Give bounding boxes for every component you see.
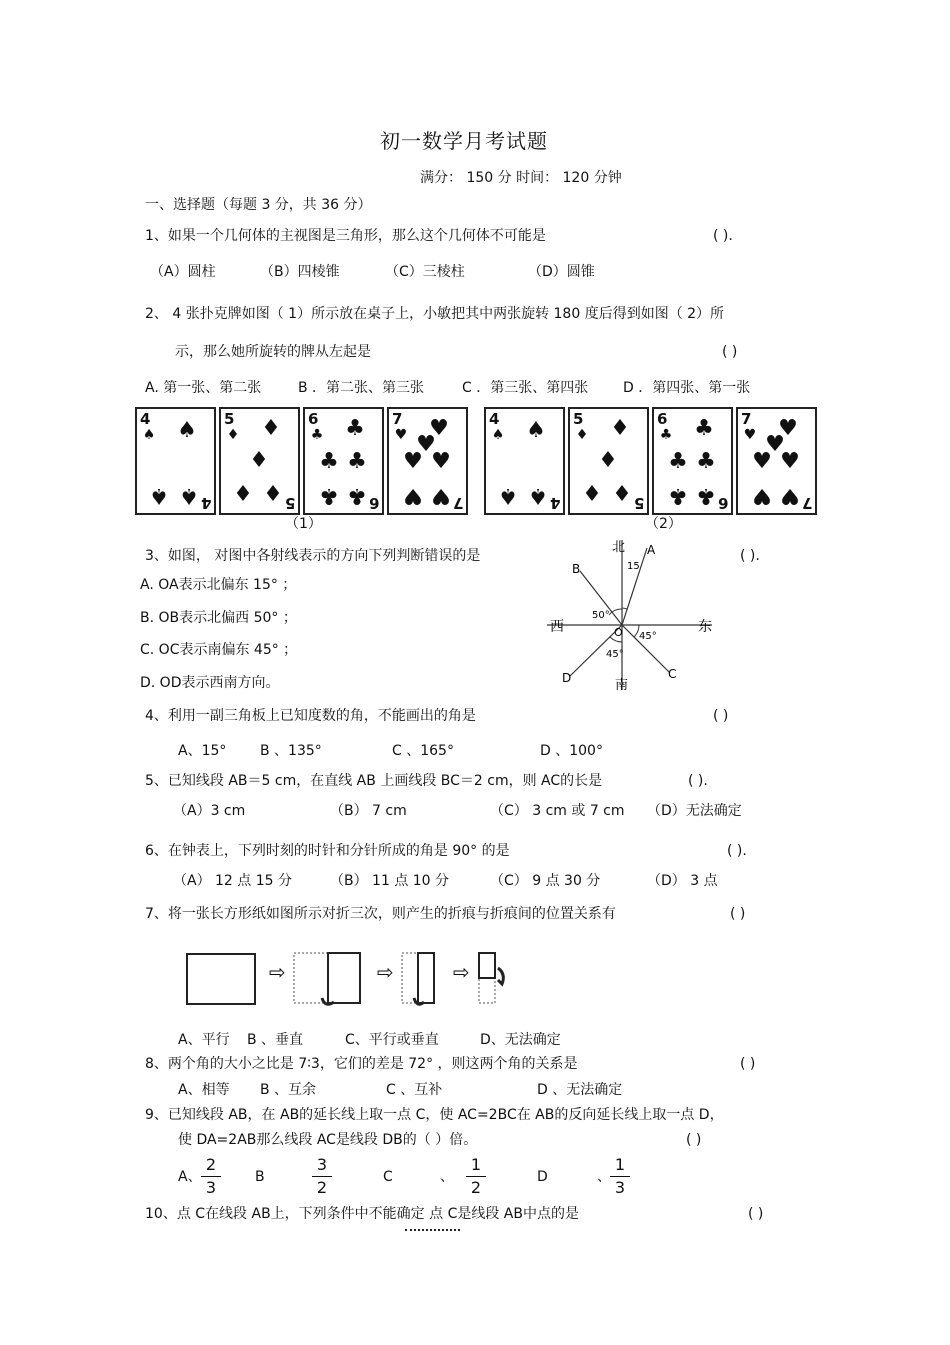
point-b-label: B (572, 562, 581, 576)
diamond-icon: ♦ (598, 448, 618, 473)
card-index: 4 (489, 410, 500, 428)
q9-option-c-label: C (383, 1169, 393, 1185)
spade-icon: ♠ (526, 418, 546, 443)
diamond-icon: ♦ (249, 448, 269, 473)
angle-arc (622, 608, 627, 609)
emphasis-dots (405, 1225, 460, 1231)
card-4-spades (135, 407, 216, 515)
heart-icon: ♥ (780, 449, 800, 474)
club-icon: ♣ (668, 449, 688, 474)
south-label: 南 (615, 678, 629, 693)
q3-option-c: C. OC表示南偏东 45° ； (140, 642, 298, 658)
figure-caption-1: （1） (285, 516, 322, 532)
q5-option-c: （C） 3 cm 或 7 cm (490, 803, 625, 819)
heart-icon: ♥ (403, 449, 423, 474)
q7-option-c: C、平行或垂直 (345, 1032, 439, 1048)
q5-paren: ( ). (688, 773, 708, 789)
card-index: 7 (801, 494, 812, 512)
q4-paren: ( ) (713, 708, 729, 724)
club-icon: ♣ (347, 483, 367, 508)
card-5-diamonds (568, 407, 649, 515)
numerator: 1 (470, 1155, 482, 1174)
west-label: 西 (550, 619, 564, 635)
north-label: 北 (612, 540, 626, 555)
club-icon: ♣ (696, 483, 716, 508)
denominator: 3 (205, 1178, 217, 1197)
point-a-label: A (647, 543, 656, 557)
point-d-label: D (562, 671, 572, 685)
card-index: 7 (741, 410, 752, 428)
fold-step-1 (292, 950, 364, 1008)
section-heading: 一、选择题（每题 3 分，共 36 分） (145, 197, 372, 213)
q5-option-d: （D）无法确定 (647, 803, 742, 819)
card-index: 5 (284, 494, 295, 512)
spade-icon: ♠ (528, 483, 548, 508)
q8-option-b: B 、互余 (260, 1082, 317, 1098)
card-index: 7 (392, 410, 403, 428)
heart-icon: ♥ (416, 432, 436, 457)
q9-fraction-b (312, 1157, 332, 1196)
spade-icon: ♠ (179, 483, 199, 508)
q8-stem: 8、两个角的大小之比是 7∶3，它们的差是 72° ，则这两个角的关系是 (145, 1056, 578, 1072)
q2-stem-line2: 示，那么她所旋转的牌从左起是 (175, 344, 371, 360)
heart-icon: ♥ (394, 427, 408, 443)
q7-option-a: A、平行 (178, 1032, 230, 1048)
heart-icon: ♥ (778, 416, 798, 441)
q9-fraction-c (466, 1157, 486, 1196)
card-index: 6 (308, 410, 319, 428)
figure-caption-2: （2） (645, 516, 682, 532)
east-label: 东 (698, 619, 712, 635)
page-title: 初一数学月考试题 (380, 129, 548, 153)
angle-45-label: 45° (606, 649, 624, 660)
q9-option-d-separator: 、 (597, 1169, 611, 1185)
q3-paren: ( ). (740, 548, 760, 564)
club-icon: ♣ (319, 483, 339, 508)
q1-option-d: （D）圆锥 (528, 264, 595, 280)
q5-option-b: （B） 7 cm (330, 803, 407, 819)
club-icon: ♣ (345, 416, 365, 441)
q6-option-b: （B） 11 点 10 分 (330, 873, 450, 889)
q8-option-d: D 、无法确定 (537, 1082, 623, 1098)
q9-option-c-separator: 、 (440, 1169, 454, 1185)
q1-option-b: （B）四棱锥 (260, 264, 340, 280)
card-index: 4 (549, 494, 560, 512)
q4-option-a: A、15° (178, 743, 227, 759)
q9-option-b-label: B (255, 1169, 265, 1185)
origin-label: O (614, 626, 623, 639)
card-index: 4 (140, 410, 151, 428)
diamond-icon: ♦ (263, 482, 283, 507)
q6-option-d: （D） 3 点 (647, 873, 718, 889)
spade-icon: ♠ (491, 427, 505, 443)
q6-option-c: （C） 9 点 30 分 (490, 873, 601, 889)
point-c-label: C (668, 667, 677, 681)
heart-icon: ♥ (403, 483, 423, 508)
q3-option-a: A. OA表示北偏东 15° ； (140, 577, 297, 593)
q3-stem: 3、如图， 对图中各射线表示的方向下列判断错误的是 (145, 548, 481, 564)
card-index: 6 (717, 494, 728, 512)
q9-stem-line2: 使 DA=2AB那么线段 AC是线段 DB的（ ）倍。 (178, 1132, 478, 1148)
card-5-diamonds (219, 407, 300, 515)
denominator: 3 (614, 1178, 626, 1197)
club-icon: ♣ (696, 449, 716, 474)
heart-icon: ♥ (780, 483, 800, 508)
card-7-hearts (387, 407, 468, 515)
paper-rectangle (186, 953, 256, 1005)
q4-option-b: B 、135° (260, 743, 322, 759)
angle-45-label: 45° (639, 631, 657, 642)
diamond-icon: ♦ (612, 482, 632, 507)
numerator: 2 (205, 1155, 217, 1174)
spade-icon: ♠ (149, 483, 169, 508)
arrow-right-icon: ⇨ (377, 960, 394, 984)
q2-option-a: A. 第一张、第二张 (145, 380, 262, 396)
card-index: 5 (224, 410, 235, 428)
diamond-icon: ♦ (261, 416, 281, 441)
q8-option-a: A、相等 (178, 1082, 230, 1098)
heart-icon: ♥ (743, 427, 757, 443)
q9-fraction-d (610, 1157, 630, 1196)
q9-option-a-label: A、 (178, 1169, 202, 1185)
diamond-icon: ♦ (582, 482, 602, 507)
q8-paren: ( ) (740, 1056, 756, 1072)
card-index: 4 (200, 494, 211, 512)
arrow-right-icon: ⇨ (269, 960, 286, 984)
spade-icon: ♠ (498, 483, 518, 508)
q2-option-d: D ．第四张、第一张 (623, 380, 751, 396)
q7-option-b: B 、垂直 (247, 1032, 304, 1048)
club-icon: ♣ (310, 427, 324, 443)
q1-stem: 1、如果一个几何体的主视图是三角形，那么这个几何体不可能是 (145, 228, 546, 244)
club-icon: ♣ (694, 416, 714, 441)
q6-paren: ( ). (727, 843, 747, 859)
denominator: 2 (470, 1178, 482, 1197)
q4-option-d: D 、100° (540, 743, 603, 759)
q5-option-a: （A）3 cm (173, 803, 246, 819)
club-icon: ♣ (659, 427, 673, 443)
q9-paren: ( ) (686, 1132, 702, 1148)
q1-option-c: （C）三棱柱 (385, 264, 465, 280)
q1-paren: ( ). (713, 228, 733, 244)
q8-option-c: C 、互补 (386, 1082, 443, 1098)
heart-icon: ♥ (429, 416, 449, 441)
diamond-icon: ♦ (226, 427, 240, 443)
q9-stem-line1: 9、已知线段 AB，在 AB的延长线上取一点 C，使 AC=2BC在 AB的反向延长线上取一点 D， (145, 1107, 724, 1123)
diamond-icon: ♦ (610, 416, 630, 441)
card-index: 5 (633, 494, 644, 512)
q9-fraction-a (201, 1157, 221, 1196)
denominator: 2 (316, 1178, 328, 1197)
club-icon: ♣ (319, 449, 339, 474)
ray-oa (622, 548, 647, 625)
numerator: 3 (316, 1155, 328, 1174)
q5-stem: 5、已知线段 AB＝5 cm，在直线 AB 上画线段 BC＝2 cm，则 AC的长是 (145, 773, 603, 789)
q2-option-c: C ．第三张、第四张 (462, 380, 589, 396)
q1-option-a: （A）圆柱 (150, 264, 216, 280)
q10-stem: 10、点 C在线段 AB上，下列条件中不能确定 点 C是线段 AB中点的是 (145, 1206, 579, 1222)
q2-stem-line1: 2、 4 张扑克牌如图（ 1）所示放在桌子上，小敏把其中两张旋转 180 度后得到如图（ 2）所 (145, 306, 725, 322)
card-4-spades (484, 407, 565, 515)
card-index: 5 (573, 410, 584, 428)
club-icon: ♣ (347, 449, 367, 474)
diamond-icon: ♦ (575, 427, 589, 443)
q10-paren: ( ) (748, 1206, 764, 1222)
card-index: 7 (452, 494, 463, 512)
heart-icon: ♥ (752, 449, 772, 474)
card-6-clubs (303, 407, 384, 515)
q3-option-d: D. OD表示西南方向。 (140, 675, 280, 691)
card-6-clubs (652, 407, 733, 515)
exam-info: 满分： 150 分 时间： 120 分钟 (420, 170, 622, 186)
q6-stem: 6、在钟表上，下列时刻的时针和分针所成的角是 90° 的是 (145, 843, 510, 859)
q3-option-b: B. OB表示北偏西 50° ； (140, 610, 297, 626)
q9-option-d-label: D (537, 1169, 548, 1185)
fold-step-2 (400, 950, 440, 1008)
q6-option-a: （A） 12 点 15 分 (173, 873, 293, 889)
heart-icon: ♥ (752, 483, 772, 508)
spade-icon: ♠ (177, 418, 197, 443)
heart-icon: ♥ (431, 449, 451, 474)
card-7-hearts (736, 407, 817, 515)
q2-paren: ( ) (722, 344, 738, 360)
q7-option-d: D、无法确定 (480, 1032, 561, 1048)
angle-15-label: 15 (627, 561, 640, 572)
diamond-icon: ♦ (233, 482, 253, 507)
card-index: 6 (368, 494, 379, 512)
q4-option-c: C 、165° (392, 743, 454, 759)
heart-icon: ♥ (765, 432, 785, 457)
fold-step-3 (476, 950, 516, 1008)
heart-icon: ♥ (431, 483, 451, 508)
arrow-right-icon: ⇨ (453, 960, 470, 984)
angle-50-label: 50° (592, 610, 610, 621)
card-index: 6 (657, 410, 668, 428)
club-icon: ♣ (668, 483, 688, 508)
spade-icon: ♠ (142, 427, 156, 443)
q2-option-b: B ．第二张、第三张 (298, 380, 425, 396)
q7-paren: ( ) (730, 906, 746, 922)
q7-stem: 7、将一张长方形纸如图所示对折三次，则产生的折痕与折痕间的位置关系有 (145, 906, 616, 922)
compass-diagram (542, 538, 717, 693)
numerator: 1 (614, 1155, 626, 1174)
q4-stem: 4、利用一副三角板上已知度数的角，不能画出的角是 (145, 708, 476, 724)
